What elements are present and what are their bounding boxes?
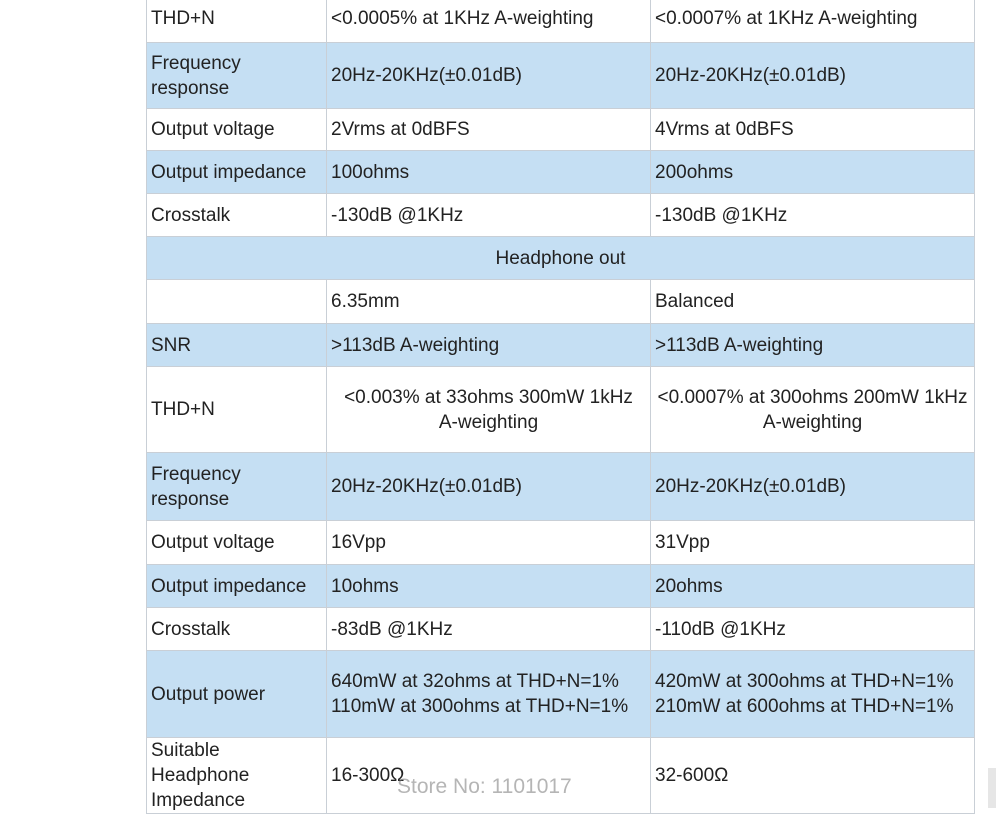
cell-value: 640mW at 32ohms at THD+N=1% 110mW at 300ohms at THD+N=1% xyxy=(327,651,651,738)
row-label: Output power xyxy=(147,651,327,738)
table-row-frequency-response-headphone xyxy=(147,453,975,521)
cell-value: 20Hz-20KHz(±0.01dB) xyxy=(327,453,651,521)
table-row-crosstalk-headphone xyxy=(147,608,975,651)
row-label: Output impedance xyxy=(147,151,327,194)
cell-value: 20ohms xyxy=(651,565,975,608)
page-edge-decoration xyxy=(988,768,996,808)
row-label: Crosstalk xyxy=(147,608,327,651)
cell-value: >113dB A-weighting xyxy=(651,324,975,367)
cell-value: Balanced xyxy=(651,280,975,324)
cell-value: 32-600Ω xyxy=(651,738,975,814)
spec-table xyxy=(146,0,975,814)
cell-value: 2Vrms at 0dBFS xyxy=(327,109,651,151)
cell-value: 100ohms xyxy=(327,151,651,194)
cell-value: <0.0007% at 1KHz A-weighting xyxy=(651,0,975,43)
row-label: Output voltage xyxy=(147,109,327,151)
cell-value: -130dB @1KHz xyxy=(651,194,975,237)
cell-value: <0.003% at 33ohms 300mW 1kHz A-weighting xyxy=(327,367,651,453)
table-row-thd-n-line xyxy=(147,0,975,43)
cell-value: 4Vrms at 0dBFS xyxy=(651,109,975,151)
cell-value: -83dB @1KHz xyxy=(327,608,651,651)
row-label: SNR xyxy=(147,324,327,367)
cell-value: 20Hz-20KHz(±0.01dB) xyxy=(651,453,975,521)
cell-value: >113dB A-weighting xyxy=(327,324,651,367)
table-row-output-power xyxy=(147,651,975,738)
cell-value: <0.0005% at 1KHz A-weighting xyxy=(327,0,651,43)
cell-value: 16Vpp xyxy=(327,521,651,565)
cell-value: 16-300Ω xyxy=(327,738,651,814)
row-label: Suitable Headphone Impedance xyxy=(147,738,327,814)
row-label: Frequency response xyxy=(147,43,327,109)
table-row-output-voltage-line xyxy=(147,109,975,151)
row-label: Crosstalk xyxy=(147,194,327,237)
cell-value: 6.35mm xyxy=(327,280,651,324)
table-row-connector xyxy=(147,280,975,324)
row-label xyxy=(147,280,327,324)
section-header: Headphone out xyxy=(147,237,975,280)
table-row-snr xyxy=(147,324,975,367)
row-label: Output voltage xyxy=(147,521,327,565)
table-row-output-impedance-line xyxy=(147,151,975,194)
cell-value: 20Hz-20KHz(±0.01dB) xyxy=(651,43,975,109)
cell-value: -130dB @1KHz xyxy=(327,194,651,237)
store-watermark: Store No: 1101017 xyxy=(397,775,572,798)
cell-value: 420mW at 300ohms at THD+N=1% 210mW at 600ohms at THD+N=1% xyxy=(651,651,975,738)
table-row-output-impedance-headphone xyxy=(147,565,975,608)
table-row-output-voltage-headphone xyxy=(147,521,975,565)
cell-value: 10ohms xyxy=(327,565,651,608)
cell-value: 200ohms xyxy=(651,151,975,194)
row-label: THD+N xyxy=(147,367,327,453)
row-label: Output impedance xyxy=(147,565,327,608)
table-row-suitable-impedance xyxy=(147,738,975,814)
section-header-row xyxy=(147,237,975,280)
table-row-frequency-response-line xyxy=(147,43,975,109)
row-label: Frequency response xyxy=(147,453,327,521)
table-row-crosstalk-line xyxy=(147,194,975,237)
row-label: THD+N xyxy=(147,0,327,43)
cell-value: <0.0007% at 300ohms 200mW 1kHz A-weighting xyxy=(651,367,975,453)
table-row-thd-n-headphone xyxy=(147,367,975,453)
cell-value: -110dB @1KHz xyxy=(651,608,975,651)
cell-value: 20Hz-20KHz(±0.01dB) xyxy=(327,43,651,109)
cell-value: 31Vpp xyxy=(651,521,975,565)
